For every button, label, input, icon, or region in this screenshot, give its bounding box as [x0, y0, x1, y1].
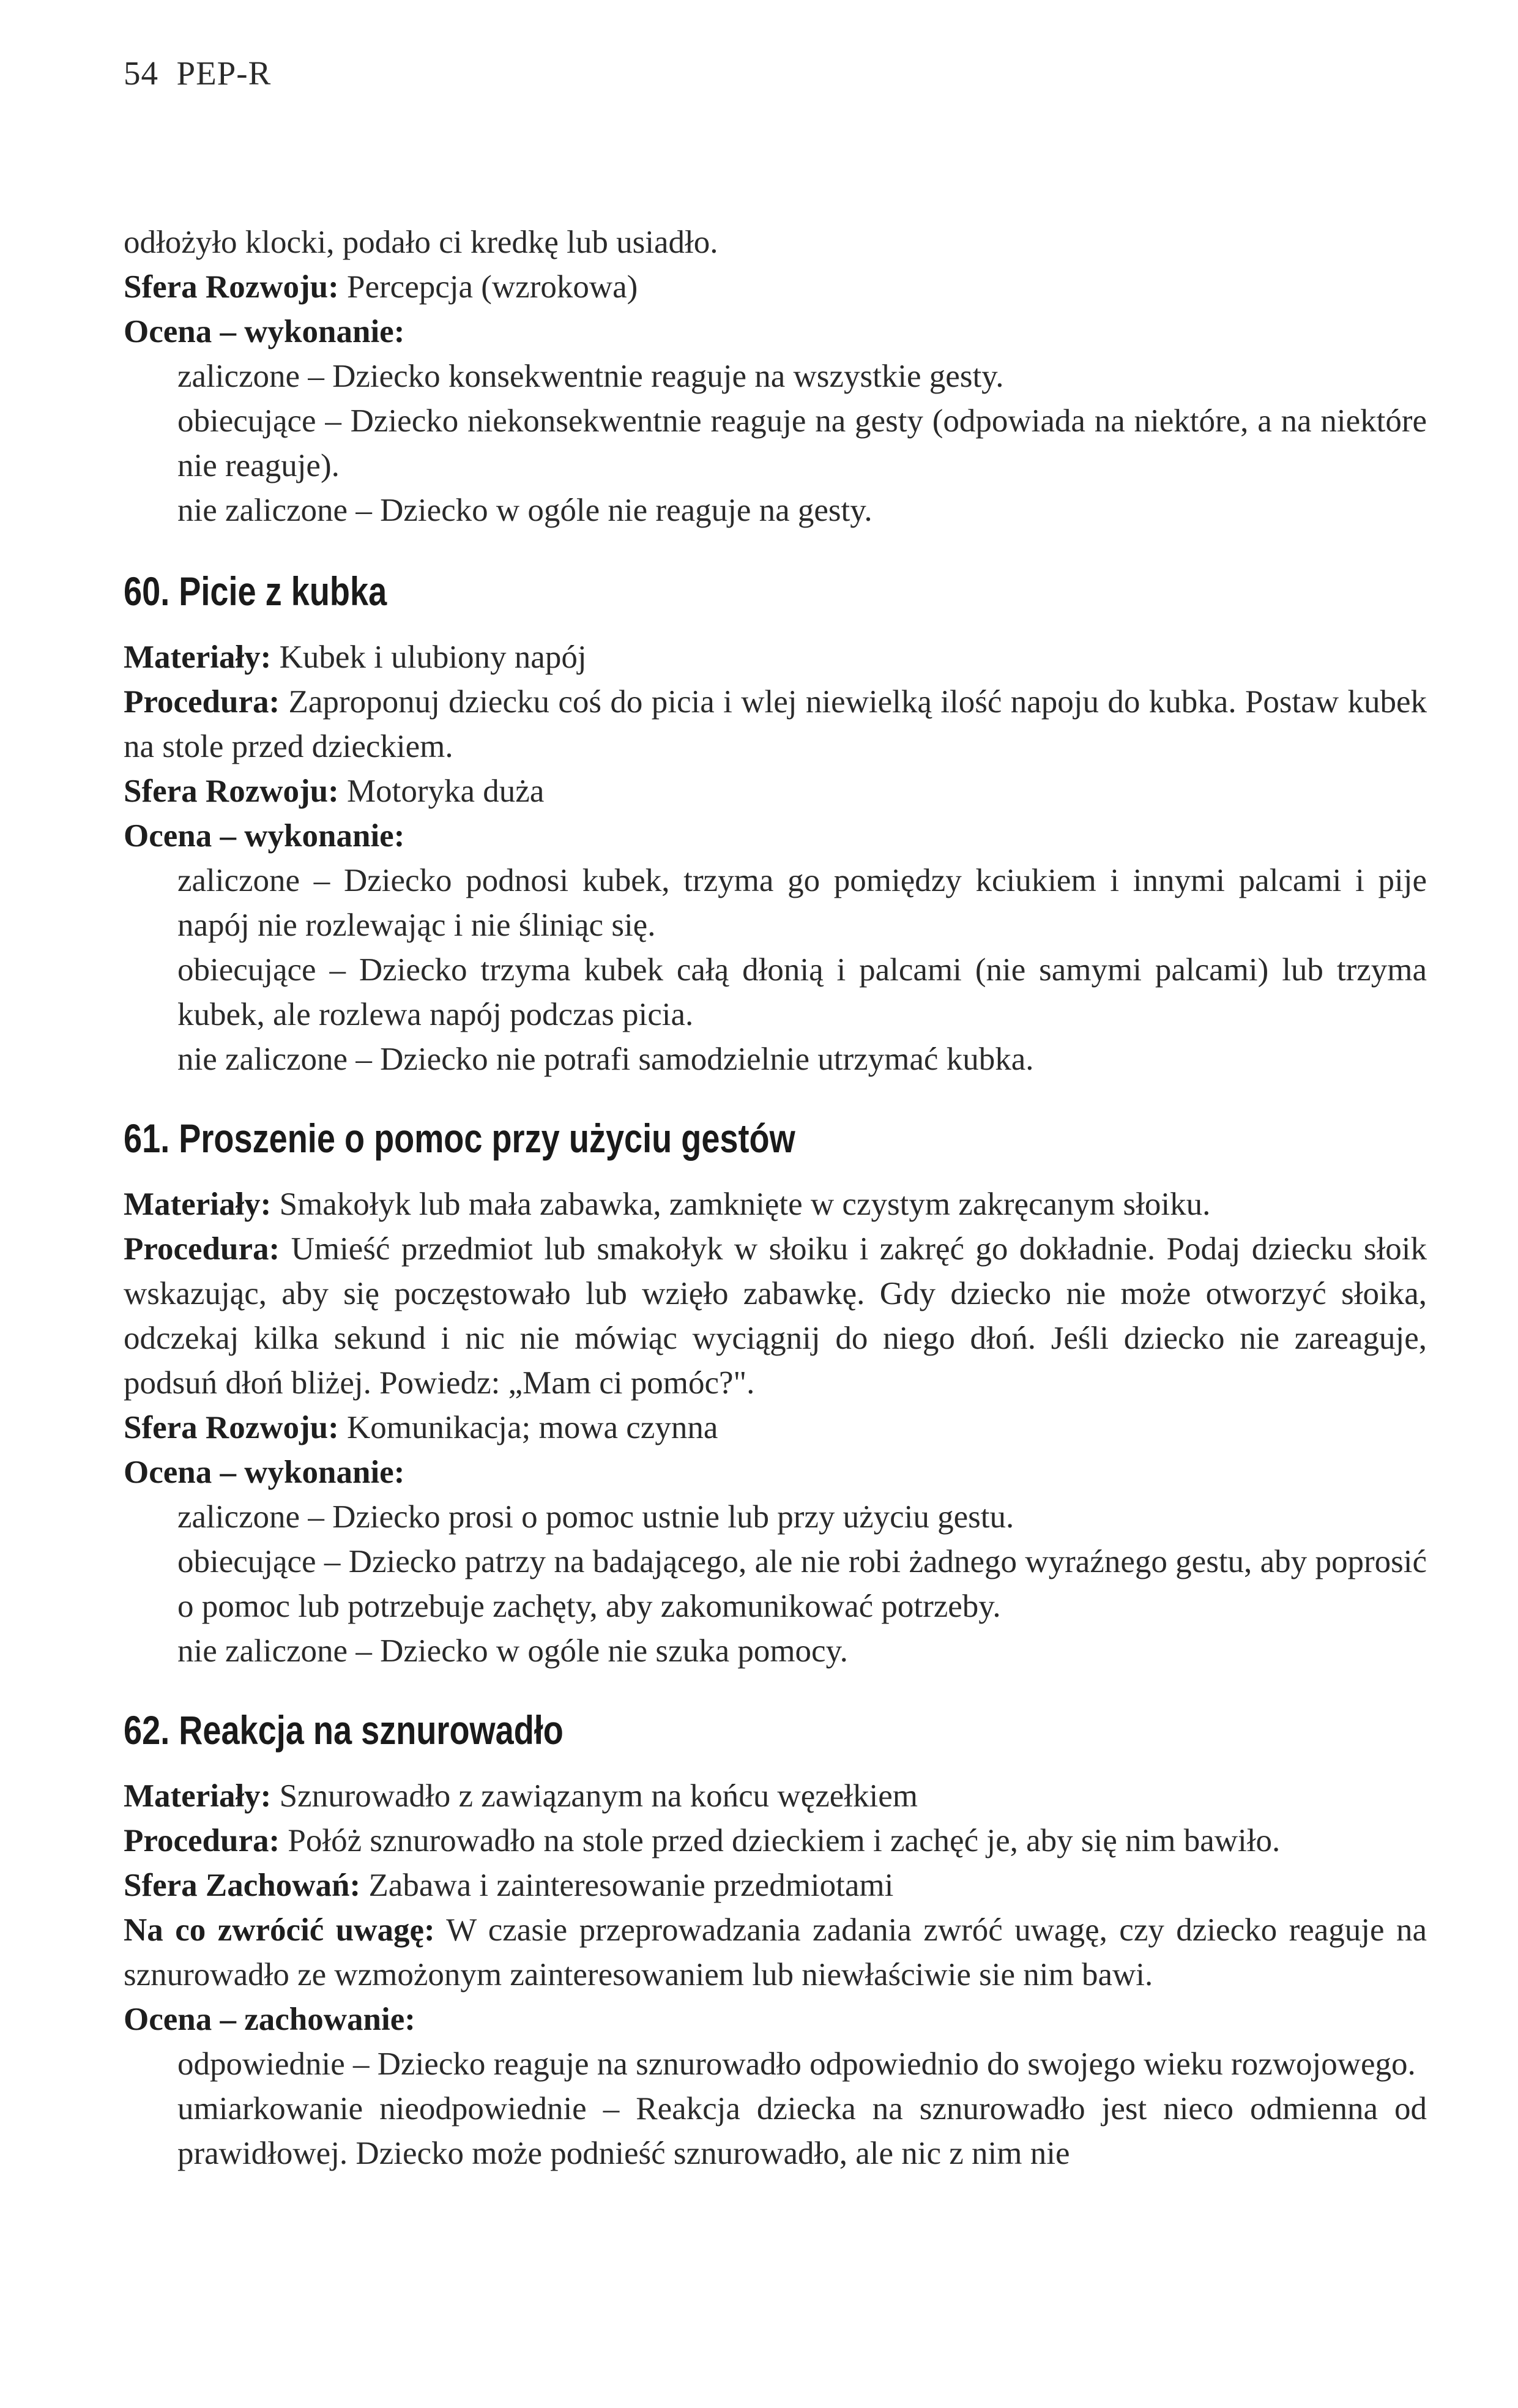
prev-continuation: odłożyło klocki, podało ci kredkę lub usiadło. — [124, 225, 718, 260]
s60-zaliczone: zaliczone – Dziecko podnosi kubek, trzyma go pomiędzy kciukiem i innymi palcami i pije napój nie rozlewając i nie śliniąc się. — [177, 863, 1427, 943]
s62-odpowiednie: odpowiednie – Dziecko reaguje na sznurowadło odpowiednio do swojego wieku rozwojowego. — [177, 2046, 1416, 2082]
s60-ocena-label: Ocena – wykonanie: — [124, 818, 405, 854]
prev-sfera — [124, 265, 1427, 310]
section-60-title: 60. Picie z kubka — [124, 568, 387, 614]
s60-procedura: Procedura: Zaproponuj dziecku coś do picia i wlej niewielką ilość napoju do kubka. Postaw kubek na stole przed dzieckiem. — [124, 684, 1427, 764]
running-header — [124, 54, 271, 92]
section-62-title: 62. Reakcja na sznurowadło — [124, 1707, 564, 1753]
s61-nie-zaliczone: nie zaliczone – Dziecko w ogóle nie szuka pomocy. — [177, 1633, 848, 1669]
s62-procedura: Procedura: Połóż sznurowadło na stole przed dzieckiem i zachęć je, aby się nim bawiło. — [124, 1823, 1281, 1858]
s62-umiarkowanie: umiarkowanie nieodpowiednie – Reakcja dziecka na sznurowadło jest nieco odmienna od prawidłowej. Dziecko może podnieść sznurowadło, ale nic z nim nie — [177, 2091, 1427, 2171]
page-number: 54 — [124, 54, 158, 92]
s61-obiecujace: obiecujące – Dziecko patrzy na badającego, ale nie robi żadnego wyraźnego gestu, aby poprosić o pomoc lub potrzebuje zachęty, aby zakomunikować potrzeby. — [177, 1544, 1427, 1624]
s62-materialy: Materiały: Sznurowadło z zawiązanym na końcu węzełkiem — [124, 1778, 918, 1814]
s61-ocena-label: Ocena – wykonanie: — [124, 1455, 405, 1490]
s61-procedura: Procedura: Umieść przedmiot lub smakołyk w słoiku i zakręć go dokładnie. Podaj dziecku słoik wskazując, aby się poczęstowało lub wzięło zabawkę. Gdy dziecko nie może otworzyć słoika, odczekaj kilka sekund i nic nie mówiąc wyciągnij do niego dłoń. Jeśli dziecko nie zareaguje, podsuń dłoń bliżej. Powiedz: „Mam ci pomóc?". — [124, 1231, 1427, 1401]
sfera-label: Sfera Rozwoju: — [124, 269, 339, 305]
page-body — [124, 220, 1427, 2176]
sfera-value: Percepcja (wzrokowa) — [347, 269, 638, 305]
s62-uwaga: Na co zwrócić uwagę: W czasie przeprowadzania zadania zwróć uwagę, czy dziecko reaguje na sznurowadło ze wzmożonym zainteresowaniem lub niewłaściwie sie nim bawi. — [124, 1912, 1427, 1992]
prev-ocena-label: Ocena – wykonanie: — [124, 314, 405, 349]
s60-materialy: Materiały: Kubek i ulubiony napój — [124, 639, 587, 675]
prev-obiecujace: obiecujące – Dziecko niekonsekwentnie reaguje na gesty (odpowiada na niektóre, a na niektóre nie reaguje). — [177, 403, 1427, 483]
s61-zaliczone: zaliczone – Dziecko prosi o pomoc ustnie lub przy użyciu gestu. — [177, 1499, 1014, 1535]
s61-materialy: Materiały: Smakołyk lub mała zabawka, zamknięte w czystym zakręcanym słoiku. — [124, 1187, 1211, 1222]
prev-nie-zaliczone: nie zaliczone – Dziecko w ogóle nie reaguje na gesty. — [177, 493, 872, 528]
s60-obiecujace: obiecujące – Dziecko trzyma kubek całą dłonią i palcami (nie samymi palcami) lub trzyma kubek, ale rozlewa napój podczas picia. — [177, 952, 1427, 1032]
s61-sfera: Sfera Rozwoju: Komunikacja; mowa czynna — [124, 1410, 718, 1445]
s60-sfera: Sfera Rozwoju: Motoryka duża — [124, 773, 545, 809]
section-61-title: 61. Proszenie o pomoc przy użyciu gestów — [124, 1116, 795, 1161]
s62-sfera: Sfera Zachowań: Zabawa i zainteresowanie przedmiotami — [124, 1868, 894, 1903]
prev-zaliczone: zaliczone – Dziecko konsekwentnie reaguje na wszystkie gesty. — [177, 359, 1004, 394]
running-title: PEP-R — [176, 54, 272, 92]
s60-nie-zaliczone: nie zaliczone – Dziecko nie potrafi samodzielnie utrzymać kubka. — [177, 1042, 1034, 1077]
s62-ocena-label: Ocena – zachowanie: — [124, 2002, 415, 2037]
